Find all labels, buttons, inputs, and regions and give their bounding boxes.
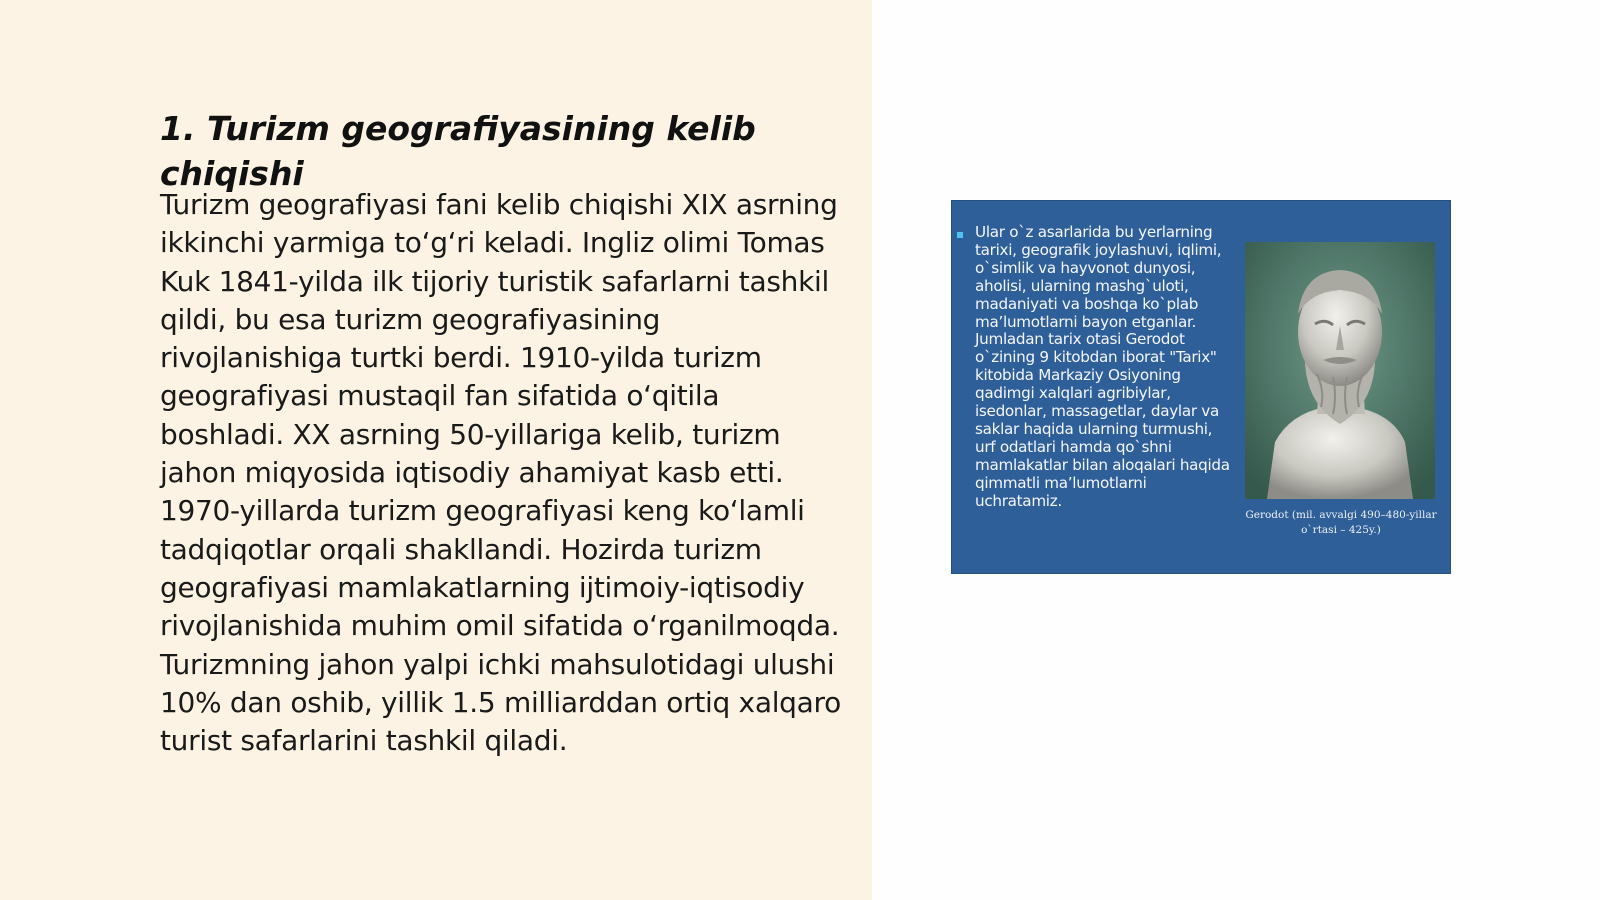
figure-caption: Gerodot (mil. avvalgi 490–480-yillar o`rtasi – 425y.) [1245, 509, 1437, 536]
slide-body-text: Turizm geografiyasi fani kelib chiqishi XIX asrning ikkinchi yarmiga to‘g‘ri keladi. Ingliz olimi Tomas Kuk 1841-yilda ilk tijoriy turistik safarlarni tashkil qildi, bu esa turizm geografiyasining rivojlanishiga turtki berdi. 1910-yilda turizm geografiyasi mustaqil fan sifatida o‘qitila boshladi. XX asrning 50-yillariga kelib, turizm jahon miqyosida iqtisodiy ahamiyat kasb etti. 1970-yillarda turizm geografiyasi keng ko‘lamli tadqiqotlar orqali shakllandi. Hozirda turizm geografiyasi mamlakatlarning ijtimoiy-iqtisodiy rivojlanishida muhim omil sifatida o‘rganilmoqda. Turizmning jahon yalpi ichki mahsulotidagi ulushi 10% dan oshib, yillik 1.5 milliarddan ortiq xalqaro turist safarlarini tashkil qiladi. [160, 188, 841, 758]
bust-icon [1245, 242, 1435, 499]
herodotus-slide-image [951, 200, 1451, 574]
bust-portrait-image [1245, 242, 1435, 499]
bullet-icon [957, 232, 963, 238]
slide-title: 1. Turizm geografiyasining kelib chiqishi [160, 109, 756, 193]
figure-text: Ular o`z asarlarida bu yerlarning tarixi, geografik joylashuvi, iqlimi, o`simlik va hayvonot dunyosi, aholisi, ularning mashg`uloti, madaniyati va boshqa ko`plab ma’lumotlarni bayon etganlar. Jumladan tarix otasi Gerodot o`zining 9 kitobdan iborat "Tarix" kitobida Markaziy Osiyoning qadimgi xalqlari agribiylar, isedonlar, massagetlar, daylar va saklar haqida ularning turmushi, urf odatlari hamda qo`shni mamlakatlar bilan aloqalari haqida qimmatli ma’lumotlarni uchratamiz. [975, 223, 1230, 510]
